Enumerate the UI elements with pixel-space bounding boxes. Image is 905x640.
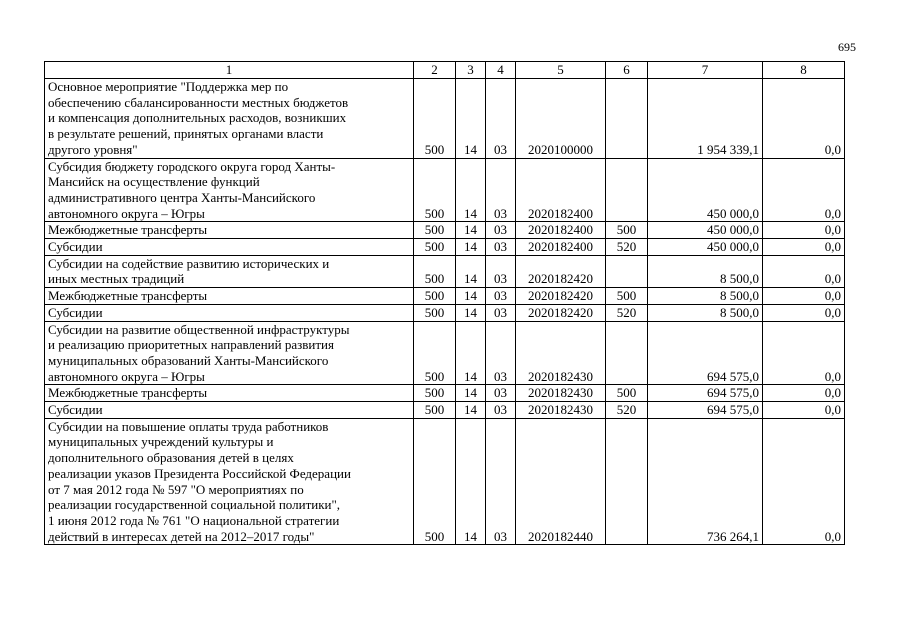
col7-amount-cell: 450 000,0 (648, 239, 763, 256)
table-row (45, 158, 845, 222)
col3-cell: 14 (456, 79, 486, 159)
col4-cell: 03 (486, 239, 516, 256)
table-row (45, 418, 845, 545)
table-body (45, 79, 845, 545)
col5-cell: 2020182420 (516, 255, 606, 287)
column-header-4: 4 (486, 62, 516, 79)
col2-cell: 500 (414, 158, 456, 222)
col2-cell: 500 (414, 418, 456, 545)
row-name-cell: Субсидии (45, 402, 414, 419)
col6-cell (606, 321, 648, 385)
row-name-cell: Субсидии (45, 239, 414, 256)
col2-cell: 500 (414, 385, 456, 402)
col4-cell: 03 (486, 385, 516, 402)
table-row (45, 255, 845, 287)
col2-cell: 500 (414, 239, 456, 256)
col5-cell: 2020182420 (516, 304, 606, 321)
col8-amount-cell: 0,0 (763, 222, 845, 239)
table-row (45, 288, 845, 305)
column-header-1: 1 (45, 62, 414, 79)
col6-cell: 520 (606, 304, 648, 321)
col4-cell: 03 (486, 321, 516, 385)
row-name-cell: Субсидии (45, 304, 414, 321)
row-name-cell: Основное мероприятие "Поддержка мер по обеспечению сбалансированности местных бюджетов и компенсация дополнительных расходов, возникших в результате решений, принятых органами власти другого уровня" (45, 79, 414, 159)
col7-amount-cell: 694 575,0 (648, 385, 763, 402)
col2-cell: 500 (414, 255, 456, 287)
row-name-cell: Межбюджетные трансферты (45, 288, 414, 305)
col6-cell: 500 (606, 222, 648, 239)
col3-cell: 14 (456, 418, 486, 545)
col4-cell: 03 (486, 304, 516, 321)
col6-cell: 500 (606, 385, 648, 402)
col6-cell (606, 255, 648, 287)
col3-cell: 14 (456, 158, 486, 222)
row-name-cell: Субсидии на повышение оплаты труда работников муниципальных учреждений культуры и дополнительного образования детей в целях реализации указов Президента Российской Федерации от 7 мая 2012 года № 597 "О мероприятиях по реализации государственной социальной политики", 1 июня 2012 года № 761 "О национальной стратегии действий в интересах детей на 2012–2017 годы" (45, 418, 414, 545)
col5-cell: 2020182400 (516, 239, 606, 256)
col8-amount-cell: 0,0 (763, 385, 845, 402)
table-header-row (45, 62, 845, 79)
column-header-5: 5 (516, 62, 606, 79)
row-name-cell: Межбюджетные трансферты (45, 222, 414, 239)
col4-cell: 03 (486, 288, 516, 305)
col8-amount-cell: 0,0 (763, 79, 845, 159)
col8-amount-cell: 0,0 (763, 239, 845, 256)
col7-amount-cell: 8 500,0 (648, 255, 763, 287)
row-name-cell: Межбюджетные трансферты (45, 385, 414, 402)
col4-cell: 03 (486, 255, 516, 287)
col5-cell: 2020182400 (516, 158, 606, 222)
col2-cell: 500 (414, 79, 456, 159)
col5-cell: 2020182400 (516, 222, 606, 239)
col5-cell: 2020182430 (516, 385, 606, 402)
col3-cell: 14 (456, 321, 486, 385)
table-row (45, 321, 845, 385)
col8-amount-cell: 0,0 (763, 321, 845, 385)
col6-cell: 500 (606, 288, 648, 305)
column-header-8: 8 (763, 62, 845, 79)
col8-amount-cell: 0,0 (763, 402, 845, 419)
col5-cell: 2020182430 (516, 321, 606, 385)
col3-cell: 14 (456, 255, 486, 287)
table-row (45, 402, 845, 419)
page-number: 695 (838, 40, 856, 54)
col8-amount-cell: 0,0 (763, 304, 845, 321)
table-row (45, 79, 845, 159)
col6-cell: 520 (606, 402, 648, 419)
row-name-cell: Субсидии на развитие общественной инфраструктуры и реализацию приоритетных направлений развития муниципальных образований Ханты-Мансийского автономного округа – Югры (45, 321, 414, 385)
col3-cell: 14 (456, 402, 486, 419)
budget-table (44, 61, 845, 545)
row-name-cell: Субсидии на содействие развитию исторических и иных местных традиций (45, 255, 414, 287)
col7-amount-cell: 694 575,0 (648, 321, 763, 385)
col8-amount-cell: 0,0 (763, 288, 845, 305)
table-row (45, 304, 845, 321)
col2-cell: 500 (414, 321, 456, 385)
col8-amount-cell: 0,0 (763, 158, 845, 222)
col7-amount-cell: 8 500,0 (648, 288, 763, 305)
col4-cell: 03 (486, 418, 516, 545)
col7-amount-cell: 450 000,0 (648, 222, 763, 239)
col7-amount-cell: 1 954 339,1 (648, 79, 763, 159)
col2-cell: 500 (414, 288, 456, 305)
col6-cell (606, 158, 648, 222)
column-header-7: 7 (648, 62, 763, 79)
col5-cell: 2020100000 (516, 79, 606, 159)
column-header-3: 3 (456, 62, 486, 79)
col3-cell: 14 (456, 304, 486, 321)
col6-cell: 520 (606, 239, 648, 256)
table-row (45, 222, 845, 239)
col5-cell: 2020182430 (516, 402, 606, 419)
col4-cell: 03 (486, 79, 516, 159)
table-row (45, 385, 845, 402)
col7-amount-cell: 8 500,0 (648, 304, 763, 321)
col2-cell: 500 (414, 402, 456, 419)
table-row (45, 239, 845, 256)
col8-amount-cell: 0,0 (763, 255, 845, 287)
col2-cell: 500 (414, 304, 456, 321)
col6-cell (606, 418, 648, 545)
col4-cell: 03 (486, 222, 516, 239)
row-name-cell: Субсидия бюджету городского округа город Ханты- Мансийск на осуществление функций административного центра Ханты-Мансийского автономного округа – Югры (45, 158, 414, 222)
col7-amount-cell: 450 000,0 (648, 158, 763, 222)
col4-cell: 03 (486, 158, 516, 222)
col3-cell: 14 (456, 222, 486, 239)
col6-cell (606, 79, 648, 159)
col7-amount-cell: 694 575,0 (648, 402, 763, 419)
column-header-6: 6 (606, 62, 648, 79)
col3-cell: 14 (456, 385, 486, 402)
col4-cell: 03 (486, 402, 516, 419)
col5-cell: 2020182420 (516, 288, 606, 305)
col7-amount-cell: 736 264,1 (648, 418, 763, 545)
col3-cell: 14 (456, 288, 486, 305)
col3-cell: 14 (456, 239, 486, 256)
col8-amount-cell: 0,0 (763, 418, 845, 545)
col5-cell: 2020182440 (516, 418, 606, 545)
col2-cell: 500 (414, 222, 456, 239)
column-header-2: 2 (414, 62, 456, 79)
